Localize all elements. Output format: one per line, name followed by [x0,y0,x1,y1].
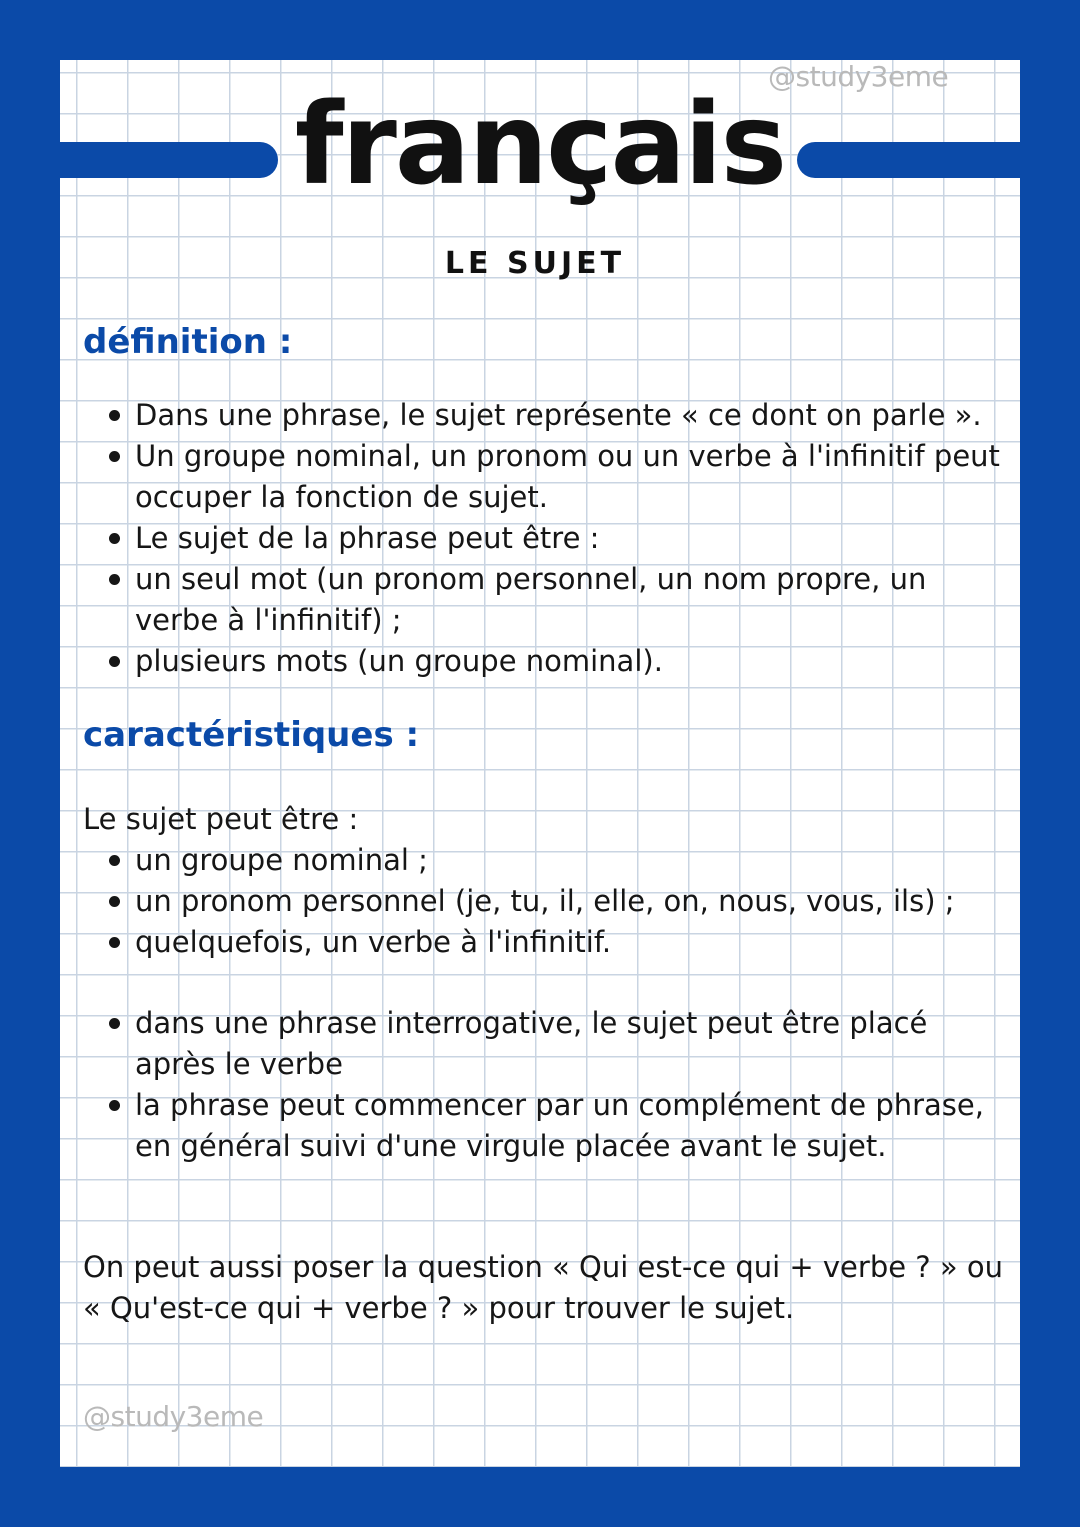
list-item: Le sujet de la phrase peut être : [105,518,1005,559]
list-item: Dans une phrase, le sujet représente « ce dont on parle ». [105,395,1005,436]
caracteristiques-heading: caractéristiques : [83,715,420,755]
definition-heading: définition : [83,322,293,362]
list-item: Un groupe nominal, un pronom ou un verbe à l'infinitif peut occuper la fonction de sujet. [105,436,1005,518]
caracteristiques-list [105,840,1005,963]
list-item: quelquefois, un verbe à l'infinitif. [105,922,1005,963]
list-item: la phrase peut commencer par un complément de phrase, en général suivi d'une virgule placée avant le sujet. [105,1085,1005,1167]
page-subtitle: LE SUJET [444,246,626,281]
watermark-top: @study3eme [768,60,949,93]
list-item: un groupe nominal ; [105,840,1005,881]
list-item: plusieurs mots (un groupe nominal). [105,641,1005,682]
page-title: français [294,80,786,210]
watermark-bottom: @study3eme [83,1400,264,1433]
list-item: un pronom personnel (je, tu, il, elle, on, nous, vous, ils) ; [105,881,1005,922]
definition-list [105,395,1005,682]
caracteristiques-list-2 [105,1003,1005,1167]
list-item: un seul mot (un pronom personnel, un nom propre, un verbe à l'infinitif) ; [105,559,1005,641]
final-paragraph: On peut aussi poser la question « Qui est-ce qui + verbe ? » ou « Qu'est-ce qui + verbe ? » pour trouver le sujet. [83,1250,1003,1325]
note-sheet [60,60,1020,1467]
list-item: dans une phrase interrogative, le sujet peut être placé après le verbe [105,1003,1005,1085]
caracteristiques-intro: Le sujet peut être : [83,802,359,836]
